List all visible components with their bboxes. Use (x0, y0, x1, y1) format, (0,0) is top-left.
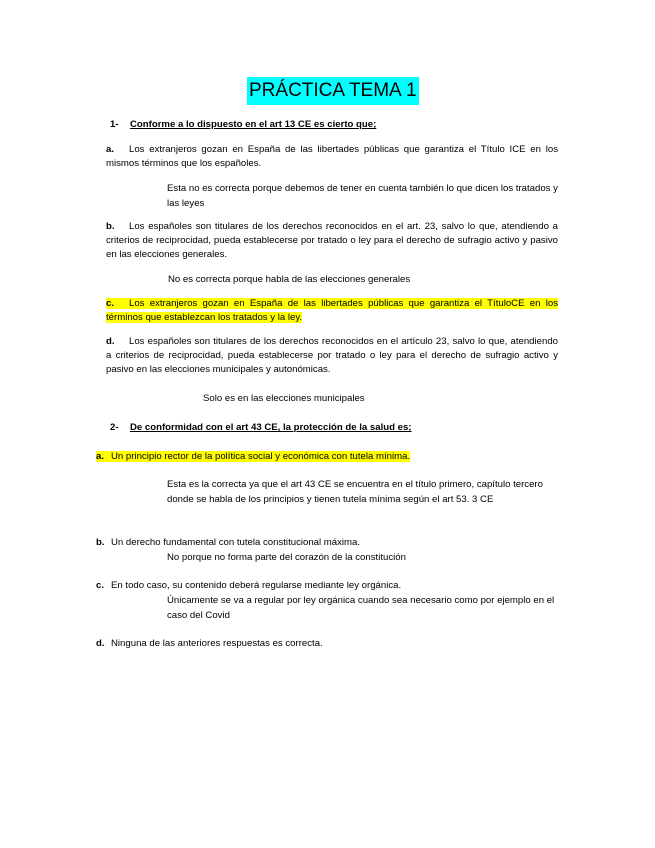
q2-option-c-text: En todo caso, su contenido deberá regularse mediante ley orgánica. (111, 580, 402, 591)
q2-option-a (96, 450, 410, 464)
page-title: PRÁCTICA TEMA 1 (247, 77, 419, 105)
q1-option-b-comment: No es correcta porque habla de las elecciones generales (168, 274, 411, 285)
q2-option-c (96, 579, 401, 593)
q2-option-a-comment: Esta es la correcta ya que el art 43 CE se encuentra en el título primero, capítulo tercero donde se habla de los principios y tienen tutela mínima según el art 53. 3 CE (167, 479, 543, 505)
q1-option-d (106, 335, 558, 377)
question-2-number: 2- (110, 422, 119, 433)
q1-option-d-letter: d. (106, 336, 115, 347)
q1-option-d-text: Los españoles son titulares de los derechos reconocidos en el artículo 23, salvo lo que, atendiendo a criterios de reciprocidad, pueda establecerse por tratado o ley para el derecho de sufragio activo y pasivo en las elecciones municipales y autonómicas. (106, 336, 558, 375)
q1-option-a-text: Los extranjeros gozan en España de las libertades públicas que garantiza el Título ICE en los mismos términos que los españoles. (106, 144, 558, 169)
q2-option-b-text: Un derecho fundamental con tutela constitucional máxima. (111, 537, 361, 548)
q1-option-c (106, 297, 558, 325)
q1-option-c-text: Los extranjeros gozan en España de las libertades públicas que garantiza el TítuloCE en los términos que establezcan los tratados y la ley. (106, 298, 558, 323)
q1-option-b-letter: b. (106, 221, 115, 232)
question-2-text: De conformidad con el art 43 CE, la protección de la salud es; (130, 422, 412, 433)
q2-option-a-letter: a. (96, 451, 105, 462)
q1-option-c-letter: c. (106, 298, 115, 309)
q1-option-d-comment: Solo es en las elecciones municipales (203, 393, 365, 404)
q1-option-a (106, 143, 558, 171)
q2-option-d-text: Ninguna de las anteriores respuestas es correcta. (111, 638, 323, 649)
q2-option-d-letter: d. (96, 638, 105, 649)
q2-option-d (96, 637, 323, 651)
q1-option-a-comment: Esta no es correcta porque debemos de tener en cuenta también lo que dicen los tratados y las leyes (167, 183, 558, 209)
question-2 (110, 421, 412, 435)
q2-option-b-letter: b. (96, 537, 105, 548)
q1-option-b (106, 220, 558, 262)
q1-option-b-text: Los españoles son titulares de los derechos reconocidos en el art. 23, salvo lo que, atendiendo a criterios de reciprocidad, pueda establecerse por tratado o ley para el derecho de sufragio activo y pasivo en las elecciones generales. (106, 221, 558, 260)
question-1 (110, 118, 376, 132)
q1-option-a-letter: a. (106, 144, 115, 155)
q2-option-b (96, 536, 360, 550)
q2-option-c-letter: c. (96, 580, 105, 591)
question-1-number: 1- (110, 119, 119, 130)
q2-option-a-text: Un principio rector de la política social y económica con tutela mínima. (111, 451, 411, 462)
question-1-text: Conforme a lo dispuesto en el art 13 CE es cierto que; (130, 119, 377, 130)
q2-option-b-comment: No porque no forma parte del corazón de la constitución (167, 552, 406, 563)
q2-option-c-comment: Únicamente se va a regular por ley orgánica cuando sea necesario como por ejemplo en el caso del Covid (167, 595, 555, 621)
